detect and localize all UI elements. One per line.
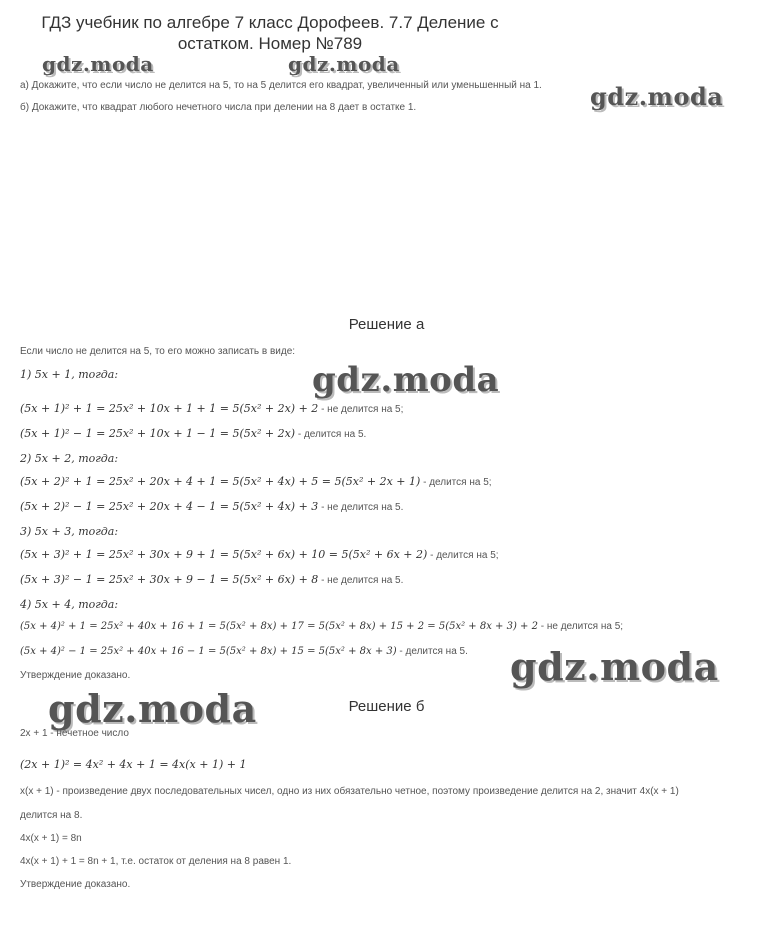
solution-line: (5x + 4)² + 1 = 25x² + 40x + 16 + 1 = 5(5x² + 8x) + 17 = 5(5x² + 8x) + 15 + 2 = 5(5x² + 8x + 3) + 2 - не делится на 5; (20, 621, 624, 632)
solution-line: 1) 5x + 1, тогда: (20, 368, 119, 381)
solution-line: x(x + 1) - произведение двух последовательных чисел, одно из них обязательно четное, поэтому произведение делится на 2, значит 4x(x + 1) (20, 786, 679, 797)
watermark: gdz.moda (510, 644, 719, 689)
solution-line: (5x + 1)² + 1 = 25x² + 10x + 1 + 1 = 5(5x² + 2x) + 2 - не делится на 5; (20, 402, 404, 415)
solution-line: 4) 5x + 4, тогда: (20, 598, 119, 611)
solution-a-heading: Решение а (348, 316, 425, 333)
solution-line: делится на 8. (20, 810, 83, 821)
watermark: gdz.moda (288, 52, 400, 76)
solution-a-conclusion: Утверждение доказано. (20, 670, 131, 681)
watermark: gdz.moda (42, 52, 154, 76)
solution-line: (5x + 2)² + 1 = 25x² + 20x + 4 + 1 = 5(5x² + 4x) + 5 = 5(5x² + 2x + 1) - делится на 5; (20, 475, 492, 488)
solution-b-heading: Решение б (348, 698, 425, 715)
solution-line: 2) 5x + 2, тогда: (20, 452, 119, 465)
solution-line: (5x + 1)² − 1 = 25x² + 10x + 1 − 1 = 5(5x² + 2x) - делится на 5. (20, 427, 367, 440)
solution-a-intro: Если число не делится на 5, то его можно записать в виде: (20, 346, 296, 357)
watermark: gdz.moda (48, 686, 257, 731)
watermark: gdz.moda (312, 360, 500, 400)
watermark: gdz.moda (590, 82, 724, 111)
solution-line: 4x(x + 1) + 1 = 8n + 1, т.е. остаток от деления на 8 равен 1. (20, 856, 292, 867)
solution-line: (5x + 3)² + 1 = 25x² + 30x + 9 + 1 = 5(5x² + 6x) + 10 = 5(5x² + 6x + 2) - делится на 5; (20, 548, 499, 561)
solution-b-conclusion: Утверждение доказано. (20, 879, 131, 890)
task-a: а) Докажите, что если число не делится на 5, то на 5 делится его квадрат, увеличенный или уменьшенный на 1. (20, 80, 542, 91)
solution-line: (2x + 1)² = 4x² + 4x + 1 = 4x(x + 1) + 1 (20, 758, 247, 771)
solution-line: (5x + 3)² − 1 = 25x² + 30x + 9 − 1 = 5(5x² + 6x) + 8 - не делится на 5. (20, 573, 404, 586)
solution-line: 4x(x + 1) = 8n (20, 833, 82, 844)
task-b: б) Докажите, что квадрат любого нечетного числа при делении на 8 дает в остатке 1. (20, 102, 417, 113)
page-title: ГДЗ учебник по алгебре 7 класс Дорофеев. 7.7 Деление с остатком. Номер №789 (41, 13, 499, 53)
solution-line: 2x + 1 - нечетное число (20, 728, 129, 739)
solution-line: (5x + 4)² − 1 = 25x² + 40x + 16 − 1 = 5(5x² + 8x) + 15 = 5(5x² + 8x + 3) - делится на 5. (20, 646, 468, 657)
solution-line: (5x + 2)² − 1 = 25x² + 20x + 4 − 1 = 5(5x² + 4x) + 3 - не делится на 5. (20, 500, 404, 513)
solution-line: 3) 5x + 3, тогда: (20, 525, 119, 538)
